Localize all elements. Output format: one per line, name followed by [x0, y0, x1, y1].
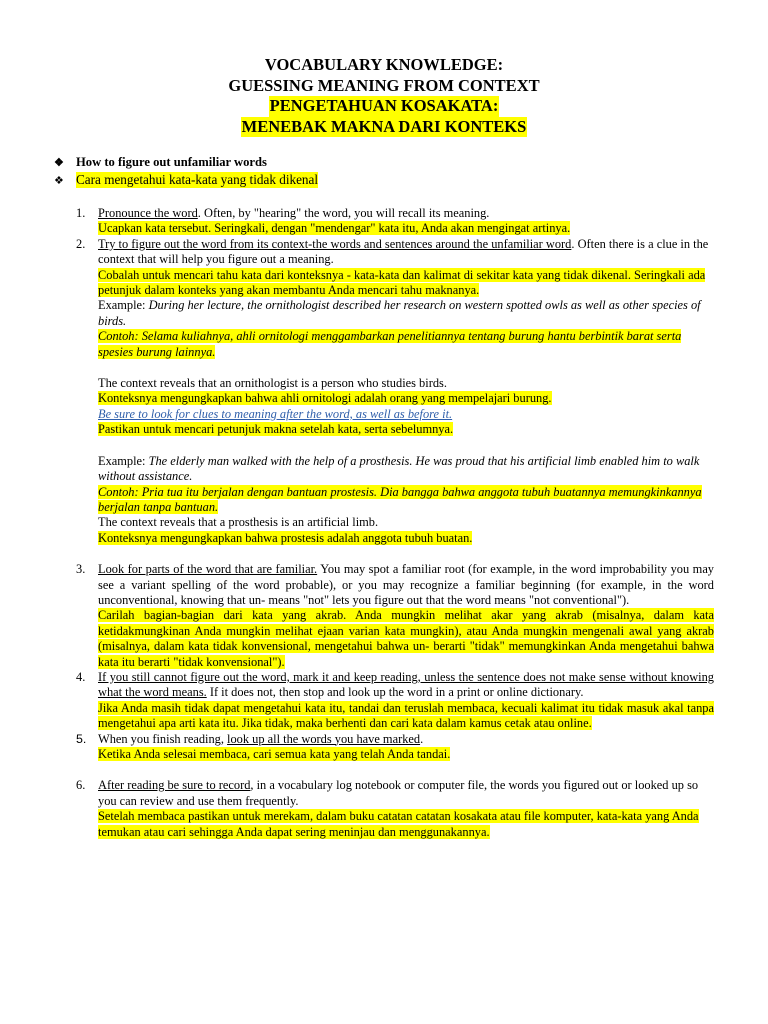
item-translation: Ketika Anda selesai membaca, cari semua kata yang telah Anda tandai.	[98, 747, 451, 761]
item-translation: Ucapkan kata tersebut. Seringkali, dengan "mendengar" kata itu, Anda akan mengingat artinya.	[98, 221, 571, 236]
list-item-6	[76, 778, 714, 840]
example-text: The elderly man walked with the help of a prosthesis. He was proud that his artificial limb enabled him to walk without assistance.	[98, 453, 700, 484]
bullet-heading-en-text: How to figure out unfamiliar words	[76, 155, 267, 169]
item-number: 2.	[76, 236, 86, 251]
tip-text: Be sure to look for clues to meaning after the word, as well as before it.	[98, 406, 453, 421]
context-reveal: The context reveals that an ornithologist is a person who studies birds.	[98, 376, 447, 391]
example-label: Example:	[98, 453, 149, 468]
item-number: 4.	[76, 669, 86, 684]
diamond-bullet-icon: ❖	[54, 157, 64, 169]
numbered-list	[76, 206, 714, 840]
item-text: . Often, by "hearing" the word, you will recall its meaning.	[197, 206, 490, 220]
item-lead: Try to figure out the word from its context-the words and sentences around the unfamiliar word	[98, 236, 572, 251]
item-translation: Carilah bagian-bagian dari kata yang akrab. Anda mungkin melihat akar yang akrab (misalnya, dalam kata ketidakmungkinan Anda mungkin melihat ejaan varian kata mungkin), atau Anda mungkin mengenali awal yang akrab (misalnya, dalam kata tidak konvensional, mengetahui bahwa un- berarti "tidak" memungkinkan Anda mengetahui bahwa kata itu berarti "tidak konvensional").	[98, 608, 714, 669]
example-translation: Contoh: Pria tua itu berjalan dengan bantuan prostesis. Dia bangga bahwa anggota tubuh buatannya memungkinkannya berjalan tanpa bantuan.	[98, 484, 702, 514]
context-reveal-translation: Konteksnya mengungkapkan bahwa prostesis adalah anggota tubuh buatan.	[98, 530, 473, 545]
item-lead: look up all the words you have marked	[227, 731, 421, 746]
list-item-1	[76, 206, 714, 237]
example-translation: Contoh: Selama kuliahnya, ahli ornitologi menggambarkan penelitiannya tentang burung hantu berbintik barat serta spesies burung lainnya.	[98, 329, 682, 359]
item-translation: Cobalah untuk mencari tahu kata dari konteksnya - kata-kata dan kalimat di sekitar kata yang tidak dikenal. Seringkali ada petunjuk dalam konteks yang akan membantu Anda mencari tahu maknanya.	[98, 267, 706, 298]
item-number: 1.	[76, 206, 86, 220]
item-number: 6.	[76, 778, 86, 793]
item-number: 5.	[76, 731, 87, 746]
title-block	[0, 55, 768, 137]
title-id-line1: PENGETAHUAN KOSAKATA:	[269, 96, 499, 115]
item-text: You may spot a familiar root (for example, in the word improbability you may see a variant spelling of the word probable), or you may recognize a familiar beginning (for example, in the word unconventional, knowing that un- means "not" lets you figure out that the word means "not conventional").	[98, 562, 715, 607]
item-lead: Pronounce the word	[98, 206, 198, 220]
item-lead: Look for parts of the word that are familiar.	[98, 562, 318, 577]
title-en-line2: GUESSING MEANING FROM CONTEXT	[228, 75, 540, 95]
item-translation: Jika Anda masih tidak dapat mengetahui kata itu, tandai dan teruslah membaca, kecuali kalimat itu tidak masuk akal tanpa mengetahui apa arti kata itu. Jika tidak, maka berhenti dan cari kata dalam kamus cetak atau online.	[98, 700, 714, 731]
list-item-4	[76, 670, 714, 732]
item-text: . Often there is a clue in the context that will help you figure out a meaning.	[98, 236, 709, 267]
list-item-2	[76, 237, 714, 546]
item-lead: If you still cannot figure out the word, mark it and keep reading, unless the sentence does not make sense without knowing what the word means.	[98, 669, 714, 700]
bullet-heading-id-text: Cara mengetahui kata-kata yang tidak dikenal	[76, 172, 319, 187]
item-text-pre: When you finish reading,	[98, 731, 228, 746]
title-en-line1: VOCABULARY KNOWLEDGE:	[264, 55, 504, 74]
list-item-5	[76, 732, 714, 763]
item-text: .	[420, 731, 424, 746]
item-text: If it does not, then stop and look up the word in a print or online dictionary.	[206, 685, 584, 700]
title-id-line2: MENEBAK MAKNA DARI KONTEKS	[241, 116, 527, 136]
tip-translation: Pastikan untuk mencari petunjuk makna setelah kata, serta sebelumnya.	[98, 422, 454, 437]
example-label: Example:	[98, 298, 149, 313]
item-text: , in a vocabulary log notebook or computer file, the words you figured out or looked up so you can review and use them frequently.	[98, 778, 699, 808]
item-translation: Setelah membaca pastikan untuk merekam, dalam buku catatan catatan kosakata atau file komputer, kata-kata yang Anda temukan atau cari sehingga Anda dapat sering meninjau dan menggunakannya.	[98, 809, 699, 839]
context-reveal: The context reveals that a prosthesis is an artificial limb.	[98, 515, 379, 530]
example-text: During her lecture, the ornithologist described her research on western spotted owls as well as other species of birds.	[98, 298, 701, 328]
item-number: 3.	[76, 562, 86, 577]
list-item-3	[76, 562, 714, 670]
bullet-heading-id	[54, 172, 318, 188]
diamond-bullet-icon: ❖	[54, 174, 64, 187]
item-lead: After reading be sure to record	[98, 778, 251, 793]
context-reveal-translation: Konteksnya mengungkapkan bahwa ahli ornitologi adalah orang yang mempelajari burung.	[98, 391, 552, 406]
bullet-heading-en	[54, 155, 267, 170]
